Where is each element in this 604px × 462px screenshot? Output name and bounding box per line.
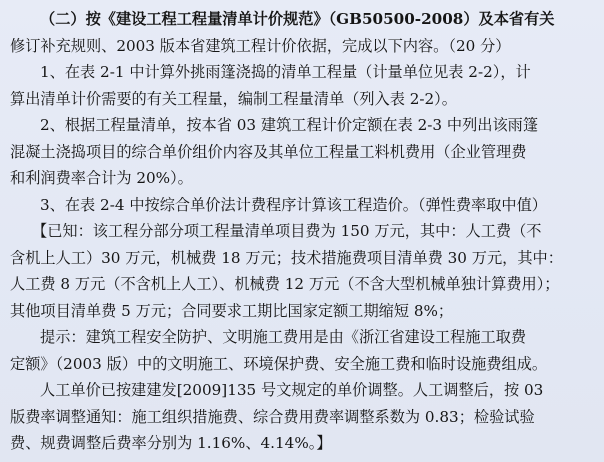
text-line: 提示：建筑工程安全防护、文明施工费用是由《浙江省建设工程施工取费 <box>40 328 526 346</box>
text-line: 含机上人工）30 万元，机械费 18 万元；技术措施费项目清单费 30 万元，其中： <box>10 248 563 267</box>
text-line: 混凝土浇捣项目的综合单价组价内容及其单位工程量工料机费用（企业管理费 <box>10 142 527 161</box>
text-line: 2、根据工程量清单，按本省 03 建筑工程计价定额在表 2-3 中列出该雨篷 <box>40 116 539 134</box>
text-line: 和利润费率合计为 20%）。 <box>10 169 193 187</box>
text-line: 1、在表 2-1 中计算外挑雨篷浇捣的清单工程量（计量单位见表 2-2），计 <box>40 63 531 81</box>
text-line: 其他项目清单费 5 万元；合同要求工期比国家定额工期缩短 8%； <box>10 301 454 320</box>
text-line: 人工单价已按建建发[2009]135 号文规定的单价调整。人工调整后，按 03 <box>40 381 544 399</box>
text-line: （二）按《建设工程工程量清单计价规范》（GB50500-2008）及本省有关 <box>40 10 555 28</box>
text-line: 定额》（2003 版）中的文明施工、环境保护费、安全施工费和临时设施费组成。 <box>10 354 548 373</box>
text-line: 算出清单计价需要的有关工程量，编制工程量清单（列入表 2-2）。 <box>10 89 457 108</box>
text-line: 版费率调整通知：施工组织措施费、综合费用费率调整系数为 0.83；检验试验 <box>10 407 535 426</box>
text-line: 3、在表 2-4 中按综合单价法计费程序计算该工程造价。（弹性费率取中值） <box>40 195 547 214</box>
text-line: 修订补充规则、2003 版本省建筑工程计价依据，完成以下内容。（20 分） <box>10 36 511 55</box>
text-line: 【已知：该工程分部分项工程量清单项目费为 150 万元，其中：人工费（不 <box>32 222 542 240</box>
text-line: 人工费 8 万元（不含机上人工）、机械费 12 万元（不含大型机械单独计算费用）； <box>10 275 560 293</box>
text-line: 费、规费调整后费率分别为 1.16%、4.14%。】 <box>10 434 332 452</box>
